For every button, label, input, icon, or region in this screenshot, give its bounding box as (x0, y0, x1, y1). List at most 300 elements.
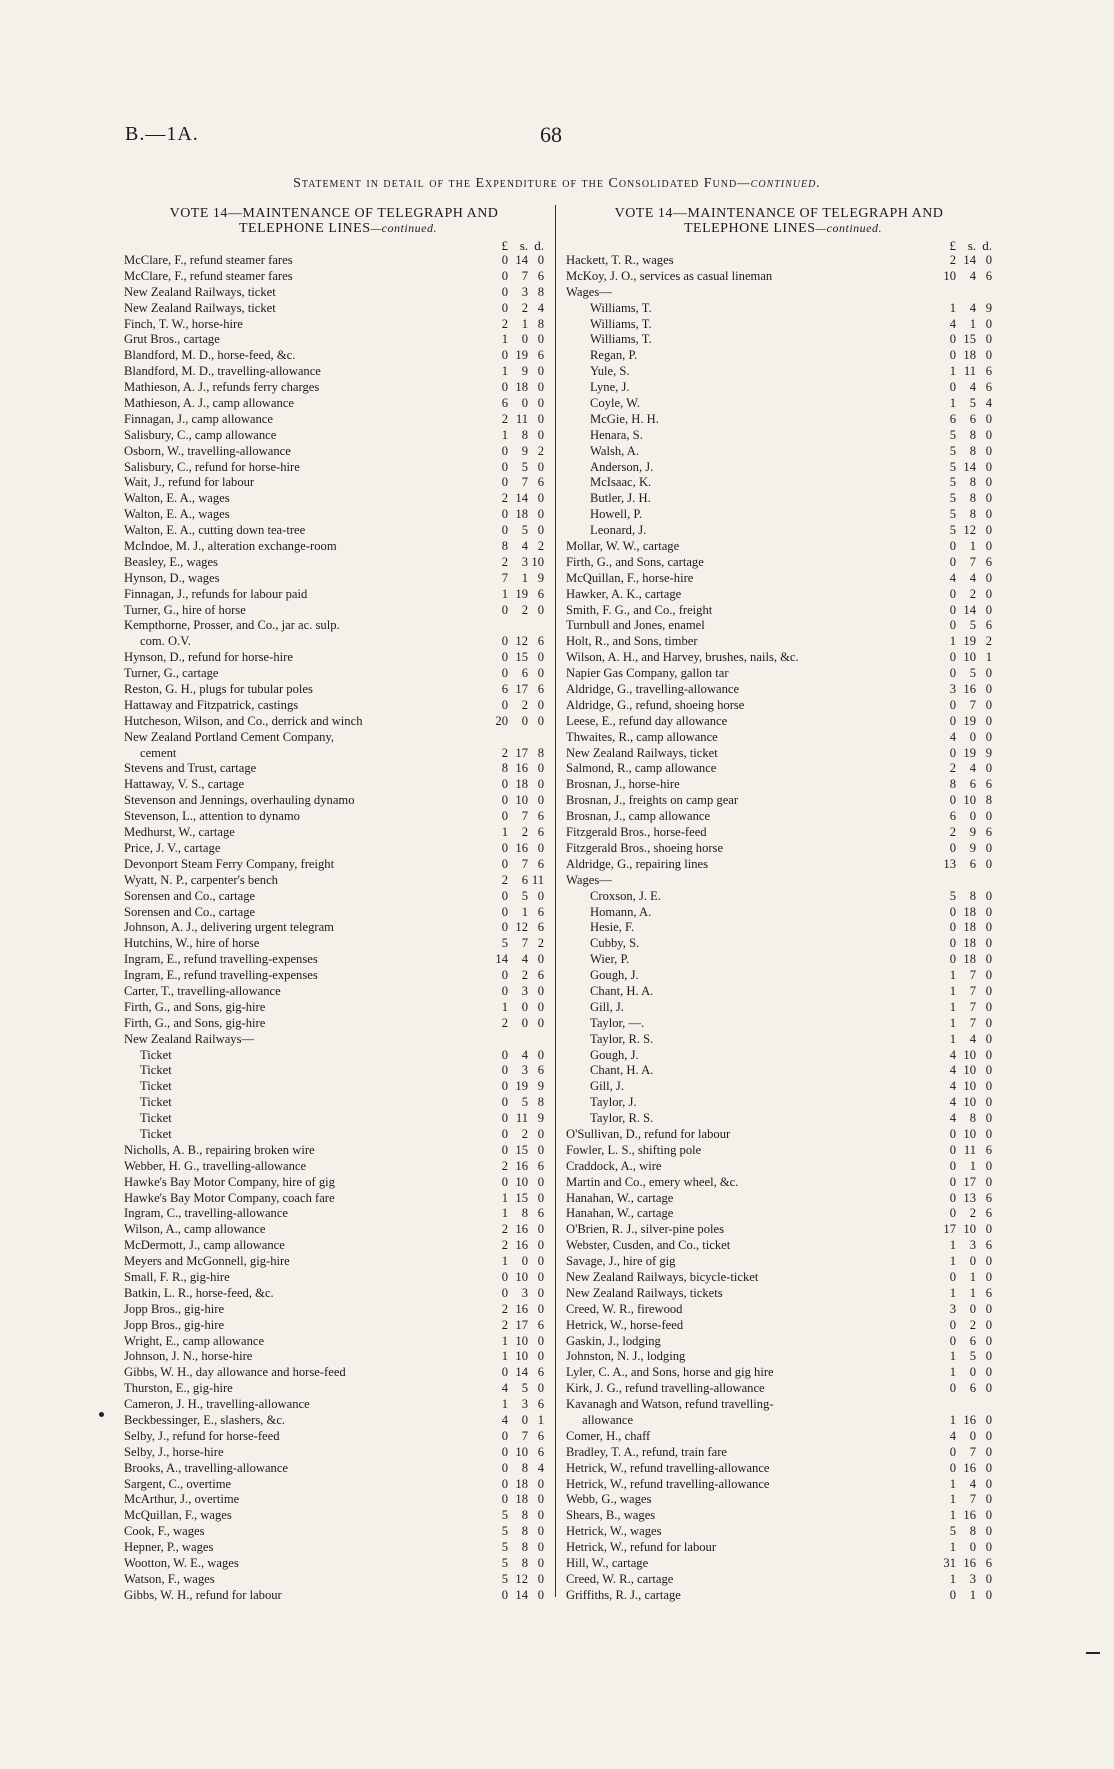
amount-pence: 0 (985, 316, 992, 331)
entry-description: Mollar, W. W., cartage (566, 539, 680, 554)
entry-description: Ticket (140, 1126, 172, 1141)
table-row (566, 1302, 992, 1318)
amount-pounds: 1 (501, 1190, 508, 1205)
amount-pence: 6 (537, 809, 544, 824)
entry-description: Ticket (140, 1095, 172, 1110)
entry-description: Selby, J., refund for horse-feed (124, 1428, 280, 1443)
entry-description: Gill, J. (590, 999, 624, 1014)
amount-pounds: 1 (949, 1492, 956, 1507)
amount-shillings: 3 (969, 1238, 976, 1253)
amount-pounds: 1 (501, 1397, 508, 1412)
amount-shillings: 0 (969, 1540, 976, 1555)
amount-pounds: 4 (949, 729, 956, 744)
amount-shillings: 10 (515, 1174, 528, 1189)
amount-shillings: 6 (969, 777, 976, 792)
amount-shillings: 3 (521, 284, 528, 299)
table-row (124, 317, 544, 333)
amount-shillings: 18 (515, 777, 528, 792)
entry-description: Bradley, T. A., refund, train fare (566, 1444, 727, 1459)
entry-description: Sorensen and Co., cartage (124, 904, 256, 919)
entry-description: Kempthorne, Prosser, and Co., jar ac. sulp. (124, 618, 340, 633)
table-row (566, 332, 992, 348)
entry-description: Fowler, L. S., shifting pole (566, 1142, 702, 1157)
amount-shillings: 16 (515, 840, 528, 855)
amount-shillings: 13 (963, 1190, 976, 1205)
entry-description: McIsaac, K. (590, 475, 652, 490)
amount-shillings: 1 (969, 1285, 976, 1300)
amount-shillings: 4 (969, 761, 976, 776)
table-row (566, 1492, 992, 1508)
amount-shillings: 5 (521, 1095, 528, 1110)
entry-description: Aldridge, G., travelling-allowance (566, 682, 740, 697)
amount-pence: 0 (985, 840, 992, 855)
amount-pounds: 0 (501, 1444, 508, 1459)
entry-description: Gibbs, W. H., day allowance and horse-feed (124, 1365, 346, 1380)
entry-description: McClare, F., refund steamer fares (124, 252, 293, 267)
table-row (566, 1556, 992, 1572)
amount-pounds: 5 (501, 936, 508, 951)
amount-pounds: 0 (949, 952, 956, 967)
amount-pence: 6 (537, 825, 544, 840)
amount-shillings: 12 (515, 1571, 528, 1586)
amount-shillings: 5 (521, 888, 528, 903)
amount-pounds: 0 (501, 268, 508, 283)
table-row (124, 1381, 544, 1397)
amount-pence: 0 (985, 713, 992, 728)
table-row (124, 460, 544, 476)
amount-pence: 6 (537, 1428, 544, 1443)
entry-description: Ingram, E., refund travelling-expenses (124, 968, 318, 983)
amount-shillings: 18 (515, 1476, 528, 1491)
table-row (566, 1222, 992, 1238)
amount-shillings: 6 (521, 872, 528, 887)
amount-shillings: 4 (969, 570, 976, 585)
amount-shillings: 16 (963, 1556, 976, 1571)
right-entries (566, 253, 992, 1604)
amount-pence: 0 (985, 1031, 992, 1046)
amount-shillings: 3 (521, 1397, 528, 1412)
entry-description: Selby, J., horse-hire (124, 1444, 224, 1459)
amount-shillings: 0 (521, 1413, 528, 1427)
amount-pence: 0 (537, 777, 544, 792)
table-row (124, 1079, 544, 1095)
amount-pounds: 0 (949, 1158, 956, 1173)
amount-pence: 0 (537, 332, 544, 347)
entry-description: Jopp Bros., gig-hire (124, 1317, 225, 1332)
table-row (124, 428, 544, 444)
table-row (566, 380, 992, 396)
table-row (124, 1508, 544, 1524)
entry-description: Savage, J., hire of gig (566, 1254, 676, 1269)
amount-pounds: 10 (943, 268, 956, 283)
amount-pence: 0 (537, 411, 544, 426)
amount-shillings: 7 (969, 983, 976, 998)
amount-shillings: 8 (521, 1540, 528, 1555)
statement-title-cont: —continued. (737, 176, 821, 191)
amount-pence: 0 (537, 1190, 544, 1205)
amount-pounds: 0 (501, 1492, 508, 1507)
entry-description: Ticket (140, 1047, 172, 1062)
amount-pounds: 1 (501, 825, 508, 840)
table-row (124, 793, 544, 809)
amount-pence: 0 (985, 1492, 992, 1507)
amount-pounds: 4 (949, 570, 956, 585)
amount-pounds: 6 (949, 809, 956, 824)
amount-pounds: 0 (501, 968, 508, 983)
amount-pence: 6 (985, 380, 992, 395)
amount-pence: 0 (537, 666, 544, 681)
amount-shillings: 4 (969, 380, 976, 395)
entry-description: Gibbs, W. H., refund for labour (124, 1587, 282, 1602)
entry-description: Price, J. V., cartage (124, 840, 221, 855)
amount-pounds: 0 (949, 1126, 956, 1141)
amount-shillings: 2 (521, 825, 528, 840)
amount-shillings: 0 (969, 1301, 976, 1316)
table-row (124, 666, 544, 682)
amount-pounds: 4 (949, 1047, 956, 1062)
amount-pence: 0 (985, 682, 992, 697)
amount-shillings: 7 (969, 968, 976, 983)
entry-description: Johnston, N. J., lodging (566, 1349, 686, 1364)
amount-pence: 0 (985, 570, 992, 585)
amount-shillings: 7 (521, 936, 528, 951)
amount-pounds: 1 (501, 332, 508, 347)
amount-shillings: 17 (963, 1174, 976, 1189)
amount-pence: 0 (985, 1365, 992, 1380)
table-row (124, 936, 544, 952)
table-row (566, 587, 992, 603)
amount-shillings: 7 (969, 999, 976, 1014)
amount-pence: 6 (537, 1365, 544, 1380)
table-row (124, 539, 544, 555)
entry-description: Wright, E., camp allowance (124, 1333, 265, 1348)
table-row (124, 380, 544, 396)
amount-shillings: 10 (963, 1079, 976, 1094)
entry-description: Hetrick, W., horse-feed (566, 1317, 684, 1332)
entry-description: Stevens and Trust, cartage (124, 761, 257, 776)
amount-pence: 0 (537, 1142, 544, 1157)
entry-description: McArthur, J., overtime (124, 1492, 240, 1507)
amount-shillings: 8 (521, 1556, 528, 1571)
amount-pence: 6 (537, 1317, 544, 1332)
entry-description: McGie, H. H. (590, 411, 659, 426)
amount-pounds: 0 (501, 1460, 508, 1475)
amount-shillings: 16 (515, 1158, 528, 1173)
amount-pence: 0 (537, 396, 544, 410)
amount-pounds: 0 (949, 697, 956, 712)
table-row (124, 1175, 544, 1191)
amount-shillings: 1 (521, 904, 528, 919)
table-row (566, 1016, 992, 1032)
entry-description: Taylor, —. (590, 1015, 645, 1030)
amount-shillings: 2 (969, 1317, 976, 1332)
amount-pounds: 20 (495, 713, 508, 728)
left-vote-title-line1: VOTE 14—MAINTENANCE OF TELEGRAPH AND (169, 206, 499, 221)
table-row (566, 698, 992, 714)
amount-pence: 6 (537, 1063, 544, 1078)
entry-description: New Zealand Railways, ticket (124, 300, 276, 315)
amount-pence: 0 (985, 443, 992, 458)
amount-pounds: 0 (501, 666, 508, 681)
table-row (566, 555, 992, 571)
table-row (566, 1111, 992, 1127)
table-row (566, 634, 992, 650)
amount-pounds: 2 (501, 872, 508, 887)
amount-shillings: 14 (515, 1587, 528, 1602)
amount-pence: 0 (985, 348, 992, 363)
entry-description: Salisbury, C., refund for horse-hire (124, 459, 300, 474)
entry-description: Wages— (566, 284, 612, 299)
entry-description: com. O.V. (140, 634, 191, 649)
amount-pounds: 1 (501, 1254, 508, 1269)
table-row (566, 1127, 992, 1143)
entry-description: Mathieson, A. J., refunds ferry charges (124, 380, 320, 395)
amount-pence: 0 (985, 1222, 992, 1237)
amount-shillings: 10 (515, 793, 528, 808)
entry-description: Lyler, C. A., and Sons, horse and gig hire (566, 1365, 774, 1380)
amount-shillings: 10 (963, 1047, 976, 1062)
entry-description: Webb, G., wages (566, 1492, 652, 1507)
entry-description: McQuillan, F., horse-hire (566, 570, 694, 585)
entry-description: Hackett, T. R., wages (566, 252, 674, 267)
amount-shillings: 2 (521, 602, 528, 617)
amount-shillings: 7 (969, 1015, 976, 1030)
amount-pence: 0 (537, 1047, 544, 1062)
amount-pounds: 1 (949, 1476, 956, 1491)
table-row (124, 1286, 544, 1302)
entry-description: Hetrick, W., wages (566, 1524, 662, 1539)
table-row (566, 1048, 992, 1064)
entry-description: Small, F. R., gig-hire (124, 1269, 230, 1284)
amount-shillings: 8 (521, 1460, 528, 1475)
table-row (124, 730, 544, 746)
entry-description: Shears, B., wages (566, 1508, 656, 1523)
table-row (124, 1095, 544, 1111)
amount-pounds: 0 (501, 1269, 508, 1284)
amount-pence: 1 (537, 1413, 544, 1427)
amount-pence: 2 (537, 936, 544, 951)
table-row (566, 1000, 992, 1016)
table-row (124, 1238, 544, 1254)
amount-pence: 0 (537, 1222, 544, 1237)
table-row (124, 777, 544, 793)
entry-description: Leese, E., refund day allowance (566, 713, 728, 728)
amount-pence: 0 (985, 539, 992, 554)
table-row (124, 825, 544, 841)
amount-shillings: 14 (515, 1365, 528, 1380)
table-row (124, 269, 544, 285)
table-row (124, 1477, 544, 1493)
amount-shillings: 8 (521, 1524, 528, 1539)
amount-shillings: 3 (521, 1063, 528, 1078)
amount-shillings: 18 (963, 952, 976, 967)
amount-pence: 0 (985, 1540, 992, 1555)
amount-pence: 0 (537, 1476, 544, 1491)
table-row (566, 1206, 992, 1222)
amount-pounds: 0 (501, 1126, 508, 1141)
amount-shillings: 12 (515, 634, 528, 649)
table-row (124, 555, 544, 571)
entry-description: New Zealand Railways, tickets (566, 1285, 723, 1300)
amount-shillings: 5 (969, 1349, 976, 1364)
table-row (566, 920, 992, 936)
table-row (566, 1079, 992, 1095)
entry-description: Webber, H. G., travelling-allowance (124, 1158, 307, 1173)
table-row (124, 1302, 544, 1318)
table-row (566, 1524, 992, 1540)
entry-description: Griffiths, R. J., cartage (566, 1587, 681, 1602)
pence-header: d. (534, 238, 544, 253)
entry-description: Hesie, F. (590, 920, 635, 935)
amount-shillings: 18 (963, 348, 976, 363)
table-row (566, 1349, 992, 1365)
amount-shillings: 18 (515, 507, 528, 522)
amount-shillings: 2 (521, 300, 528, 315)
amount-shillings: 15 (515, 650, 528, 665)
amount-pounds: 5 (949, 1524, 956, 1539)
amount-pounds: 0 (501, 856, 508, 871)
amount-pounds: 0 (949, 539, 956, 554)
margin-mark (99, 1412, 104, 1417)
amount-shillings: 7 (969, 697, 976, 712)
table-row (124, 1556, 544, 1572)
amount-pence: 0 (537, 793, 544, 808)
entry-description: Stevenson and Jennings, overhauling dynamo (124, 793, 355, 808)
amount-shillings: 7 (521, 475, 528, 490)
pounds-header: £ (949, 238, 956, 253)
amount-pounds: 0 (501, 507, 508, 522)
table-row (566, 1540, 992, 1556)
amount-pounds: 0 (501, 1047, 508, 1062)
amount-shillings: 7 (969, 554, 976, 569)
amount-pence: 10 (531, 554, 544, 569)
table-row (124, 571, 544, 587)
amount-pounds: 2 (501, 411, 508, 426)
amount-pounds: 0 (949, 936, 956, 951)
amount-pence: 6 (985, 554, 992, 569)
amount-pounds: 2 (501, 1301, 508, 1316)
entry-description: Brosnan, J., horse-hire (566, 777, 680, 792)
table-row (566, 618, 992, 634)
entry-description: Hawker, A. K., cartage (566, 586, 682, 601)
table-row (566, 1413, 992, 1429)
entry-description: Kavanagh and Watson, refund travelling- (566, 1397, 774, 1412)
amount-shillings: 19 (963, 634, 976, 649)
entry-description: New Zealand Railways, bicycle-ticket (566, 1269, 759, 1284)
table-row (124, 1318, 544, 1334)
entry-description: Taylor, R. S. (590, 1031, 654, 1046)
entry-description: Hattaway and Fitzpatrick, castings (124, 697, 299, 712)
amount-pounds: 14 (495, 952, 508, 967)
entry-description: Johnson, J. N., horse-hire (124, 1349, 253, 1364)
table-row (566, 1095, 992, 1111)
amount-pounds: 0 (949, 1206, 956, 1221)
amount-shillings: 6 (969, 1381, 976, 1396)
entry-description: Reston, G. H., plugs for tubular poles (124, 682, 313, 697)
entry-description: Brooks, A., travelling-allowance (124, 1460, 289, 1475)
amount-shillings: 10 (515, 1333, 528, 1348)
amount-pence: 8 (537, 284, 544, 299)
amount-pence: 9 (985, 745, 992, 760)
table-row (566, 857, 992, 873)
amount-pounds: 2 (949, 825, 956, 840)
amount-shillings: 9 (969, 825, 976, 840)
amount-shillings: 8 (969, 427, 976, 442)
amount-pounds: 1 (949, 1571, 956, 1586)
amount-pounds: 0 (501, 888, 508, 903)
amount-pence: 0 (985, 1254, 992, 1269)
entry-description: Fitzgerald Bros., shoeing horse (566, 840, 724, 855)
amount-pounds: 2 (501, 745, 508, 760)
amount-pounds: 1 (501, 1349, 508, 1364)
entry-description: Chant, H. A. (590, 983, 654, 998)
amount-pounds: 1 (949, 396, 956, 410)
amount-pence: 0 (537, 459, 544, 474)
amount-pounds: 0 (949, 1269, 956, 1284)
entry-description: Holt, R., and Sons, timber (566, 634, 698, 649)
entry-description: Beasley, E., wages (124, 554, 218, 569)
entry-description: Finnagan, J., refunds for labour paid (124, 586, 308, 601)
entry-description: Croxson, J. E. (590, 888, 662, 903)
amount-pounds: 5 (949, 443, 956, 458)
amount-pence: 0 (985, 936, 992, 951)
table-row (566, 1063, 992, 1079)
right-vote-title-line2 (574, 221, 992, 236)
amount-pence: 4 (985, 396, 992, 410)
entry-description: Hattaway, V. S., cartage (124, 777, 245, 792)
amount-pence: 0 (985, 332, 992, 347)
amount-pence: 6 (537, 856, 544, 871)
table-row (124, 889, 544, 905)
amount-pounds: 0 (501, 602, 508, 617)
table-row (566, 1429, 992, 1445)
amount-pounds: 4 (501, 1381, 508, 1396)
table-row (566, 1445, 992, 1461)
entry-description: Hetrick, W., refund for labour (566, 1540, 717, 1555)
amount-shillings: 1 (969, 539, 976, 554)
amount-pounds: 0 (501, 1587, 508, 1602)
amount-shillings: 15 (515, 1142, 528, 1157)
amount-pence: 0 (537, 1174, 544, 1189)
table-row (566, 1572, 992, 1588)
table-row (566, 507, 992, 523)
amount-pence: 0 (985, 475, 992, 490)
table-row (124, 507, 544, 523)
amount-shillings: 4 (521, 952, 528, 967)
amount-pounds: 0 (949, 1460, 956, 1475)
column-divider (555, 205, 556, 1597)
table-row (566, 1334, 992, 1350)
amount-pounds: 1 (949, 300, 956, 315)
amount-shillings: 16 (963, 682, 976, 697)
entry-description: Salmond, R., camp allowance (566, 761, 717, 776)
table-row (124, 301, 544, 317)
amount-pounds: 6 (949, 411, 956, 426)
table-row (124, 809, 544, 825)
amount-pounds: 0 (501, 459, 508, 474)
table-row (566, 936, 992, 952)
amount-pence: 0 (985, 1015, 992, 1030)
amount-pounds: 0 (949, 586, 956, 601)
table-row (124, 491, 544, 507)
amount-pounds: 0 (501, 809, 508, 824)
amount-pence: 0 (537, 761, 544, 776)
amount-pence: 6 (985, 1285, 992, 1300)
amount-pounds: 5 (949, 427, 956, 442)
table-row (124, 1397, 544, 1413)
amount-shillings: 4 (969, 1031, 976, 1046)
entry-description: McKoy, J. O., services as casual lineman (566, 268, 773, 283)
